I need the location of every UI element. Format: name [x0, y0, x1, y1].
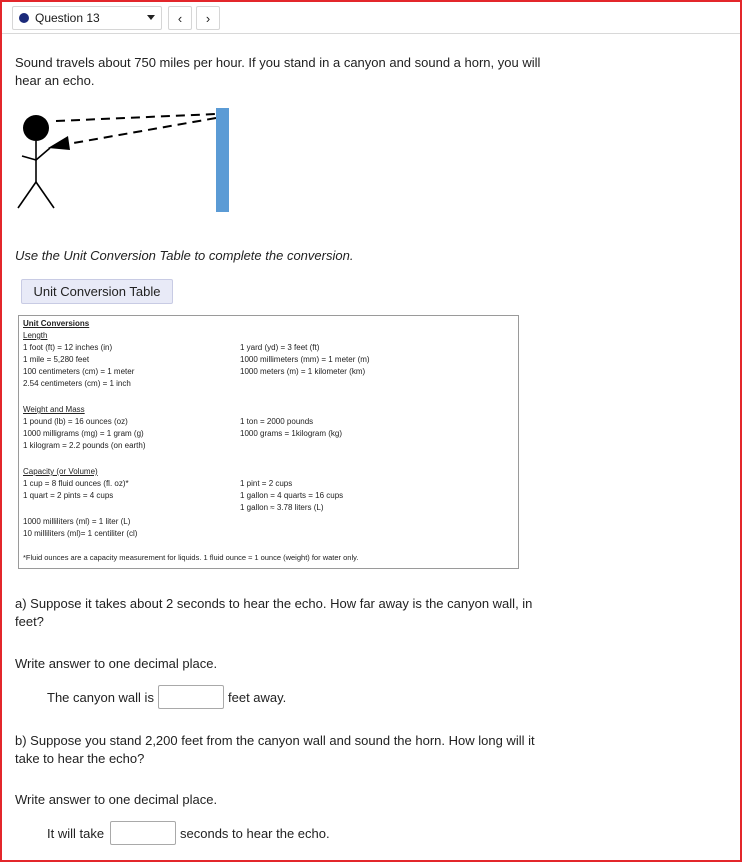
status-dot-icon: [19, 13, 29, 23]
mass-row: 1000 grams = 1kilogram (kg): [240, 429, 343, 438]
length-row: 1 mile = 5,280 feet: [23, 355, 90, 364]
capacity-title: Capacity (or Volume): [23, 467, 98, 476]
question-label: Question 13: [35, 11, 100, 25]
part-a-suffix: feet away.: [228, 690, 287, 705]
sound-path-arrows: [48, 114, 216, 150]
question-select[interactable]: [12, 6, 162, 30]
dropdown-caret-icon: [147, 15, 155, 20]
part-a-question: a) Suppose it takes about 2 seconds to hear the echo. How far away is the canyon wall, in feet?: [15, 596, 533, 629]
length-row: 2.54 centimeters (cm) = 1 inch: [23, 379, 131, 388]
mass-row: 1 pound (lb) = 16 ounces (oz): [23, 417, 128, 426]
capacity-row: 1 quart = 2 pints = 4 cups: [23, 491, 114, 500]
chevron-right-icon: ›: [205, 10, 211, 26]
mass-row: 1000 milligrams (mg) = 1 gram (g): [23, 429, 144, 438]
length-title: Length: [23, 331, 48, 340]
mass-row: 1 kilogram = 2.2 pounds (on earth): [23, 441, 146, 450]
echo-figure: [10, 100, 240, 216]
length-row: 100 centimeters (cm) = 1 meter: [23, 367, 135, 376]
capacity-row: 1 gallon ≈ 3.78 liters (L): [240, 503, 324, 512]
canyon-wall: [216, 108, 229, 212]
length-row: 1 yard (yd) = 3 feet (ft): [240, 343, 320, 352]
next-question-button[interactable]: [196, 6, 220, 30]
length-row: 1 foot (ft) = 12 inches (in): [23, 343, 113, 352]
unit-conversion-table: [18, 315, 519, 569]
part-a-prefix: The canyon wall is: [47, 690, 154, 705]
echo-time-input[interactable]: [110, 821, 176, 845]
table-footnote: *Fluid ounces are a capacity measurement for liquids. 1 fluid ounce ≈ 1 ounce (weight) for water only.: [23, 553, 359, 562]
mass-row: 1 ton = 2000 pounds: [240, 417, 314, 426]
capacity-row: 10 milliliters (ml)= 1 centiliter (cl): [23, 529, 138, 538]
capacity-row: 1 pint = 2 cups: [240, 479, 293, 488]
previous-question-button[interactable]: [168, 6, 192, 30]
part-b-prefix: It will take: [47, 826, 105, 841]
capacity-row: 1 cup = 8 fluid ounces (fl. oz)*: [23, 479, 129, 488]
instruction-text: Use the Unit Conversion Table to complete the conversion.: [15, 248, 354, 263]
part-b-suffix: seconds to hear the echo.: [180, 826, 330, 841]
capacity-row: 1 gallon = 4 quarts = 16 cups: [240, 491, 344, 500]
part-b-question: b) Suppose you stand 2,200 feet from the canyon wall and sound the horn. How long will it take to hear the echo?: [15, 733, 535, 766]
part-b-precision-note: Write answer to one decimal place.: [15, 792, 218, 807]
part-a-precision-note: Write answer to one decimal place.: [15, 656, 218, 671]
length-row: 1000 millimeters (mm) = 1 meter (m): [240, 355, 370, 364]
unit-conversion-table-button[interactable]: Unit Conversion Table: [21, 279, 173, 304]
mass-title: Weight and Mass: [23, 405, 85, 414]
chevron-left-icon: ‹: [177, 10, 183, 26]
person-icon: [18, 115, 54, 208]
canyon-distance-input[interactable]: [158, 685, 224, 709]
question-toolbar: [2, 2, 740, 34]
intro-text: Sound travels about 750 miles per hour. If you stand in a canyon and sound a horn, you will hear an echo.: [15, 55, 541, 88]
length-row: 1000 meters (m) = 1 kilometer (km): [240, 367, 366, 376]
capacity-row: 1000 milliliters (ml) = 1 liter (L): [23, 517, 131, 526]
arrowhead-icon: [48, 136, 70, 150]
table-heading: Unit Conversions: [23, 319, 90, 328]
